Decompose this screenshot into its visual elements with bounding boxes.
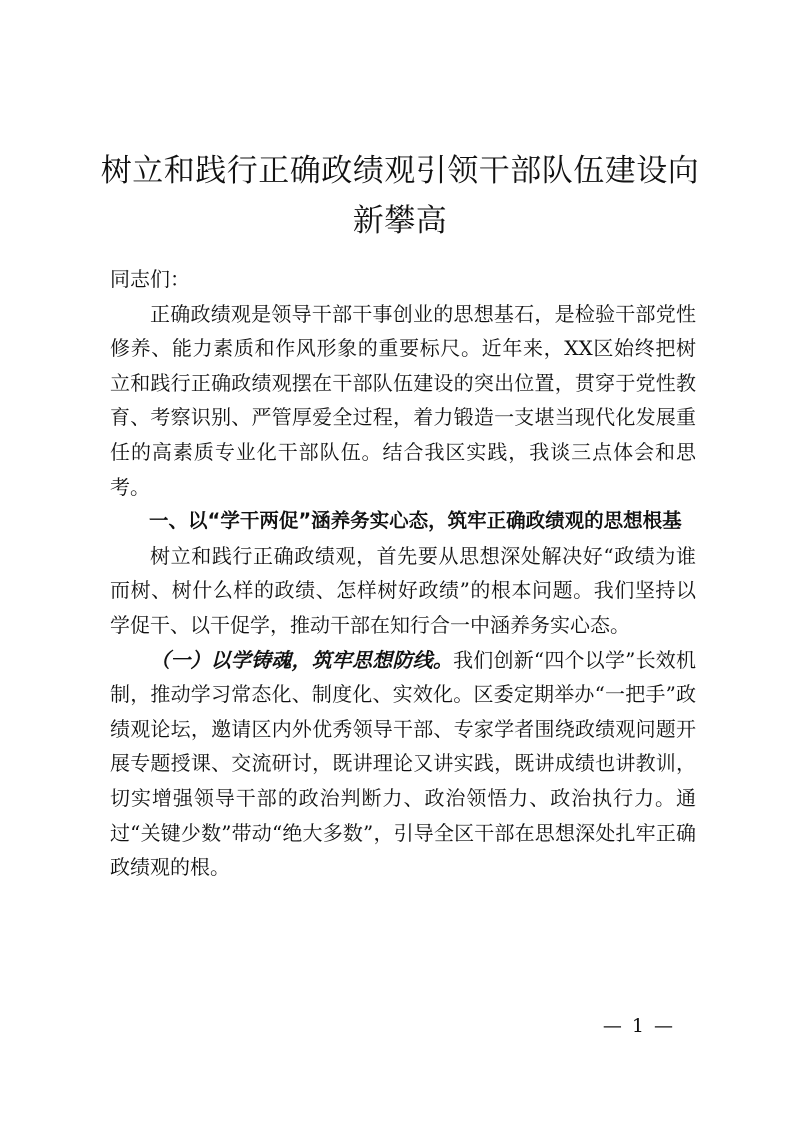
page-number: — 1 — [602, 1015, 675, 1037]
subsection-1-body: 我们创新“四个以学”长效机制，推动学习常态化、制度化、实效化。区委定期举办“一把手”政绩观论坛，邀请区内外优秀领导干部、专家学者围绕政绩观问题开展专题授课、交流研讨，既讲理论又讲实践，既讲成绩也讲教训，切实增强领导干部的政治判断力、政治领悟力、政治执行力。通过“关键少数”带动“绝大多数”，引导全区干部在思想深处扎牢正确政绩观的根。 [110, 647, 697, 880]
subsection-1-paragraph [110, 643, 696, 885]
intro-paragraph: 正确政绩观是领导干部干事创业的思想基石，是检验干部党性修养、能力素质和作风形象的重要标尺。近年来，XX区始终把树立和践行正确政绩观摆在干部队伍建设的突出位置，贯穿于党性教育、考察识别、严管厚爱全过程，着力锻造一支堪当现代化发展重任的高素质专业化干部队伍。结合我区实践，我谈三点体会和思考。 [110, 301, 696, 499]
subsection-1-heading: （一）以学铸魂，筑牢思想防线。 [150, 647, 454, 672]
section-1-heading: 一、以“学干两促”涵养务实心态，筑牢正确政绩观的思想根基 [149, 509, 682, 533]
document-title: 树立和践行正确政绩观引领干部队伍建设向新攀高 [100, 153, 700, 239]
salutation: 同志们： [110, 267, 190, 291]
section-1-paragraph: 树立和践行正确政绩观，首先要从思想深处解决好“政绩为谁而树、树什么样的政绩、怎样树好政绩”的根本问题。我们坚持以学促干、以干促学，推动干部在知行合一中涵养务实心态。 [110, 543, 696, 637]
document-body [110, 262, 696, 885]
